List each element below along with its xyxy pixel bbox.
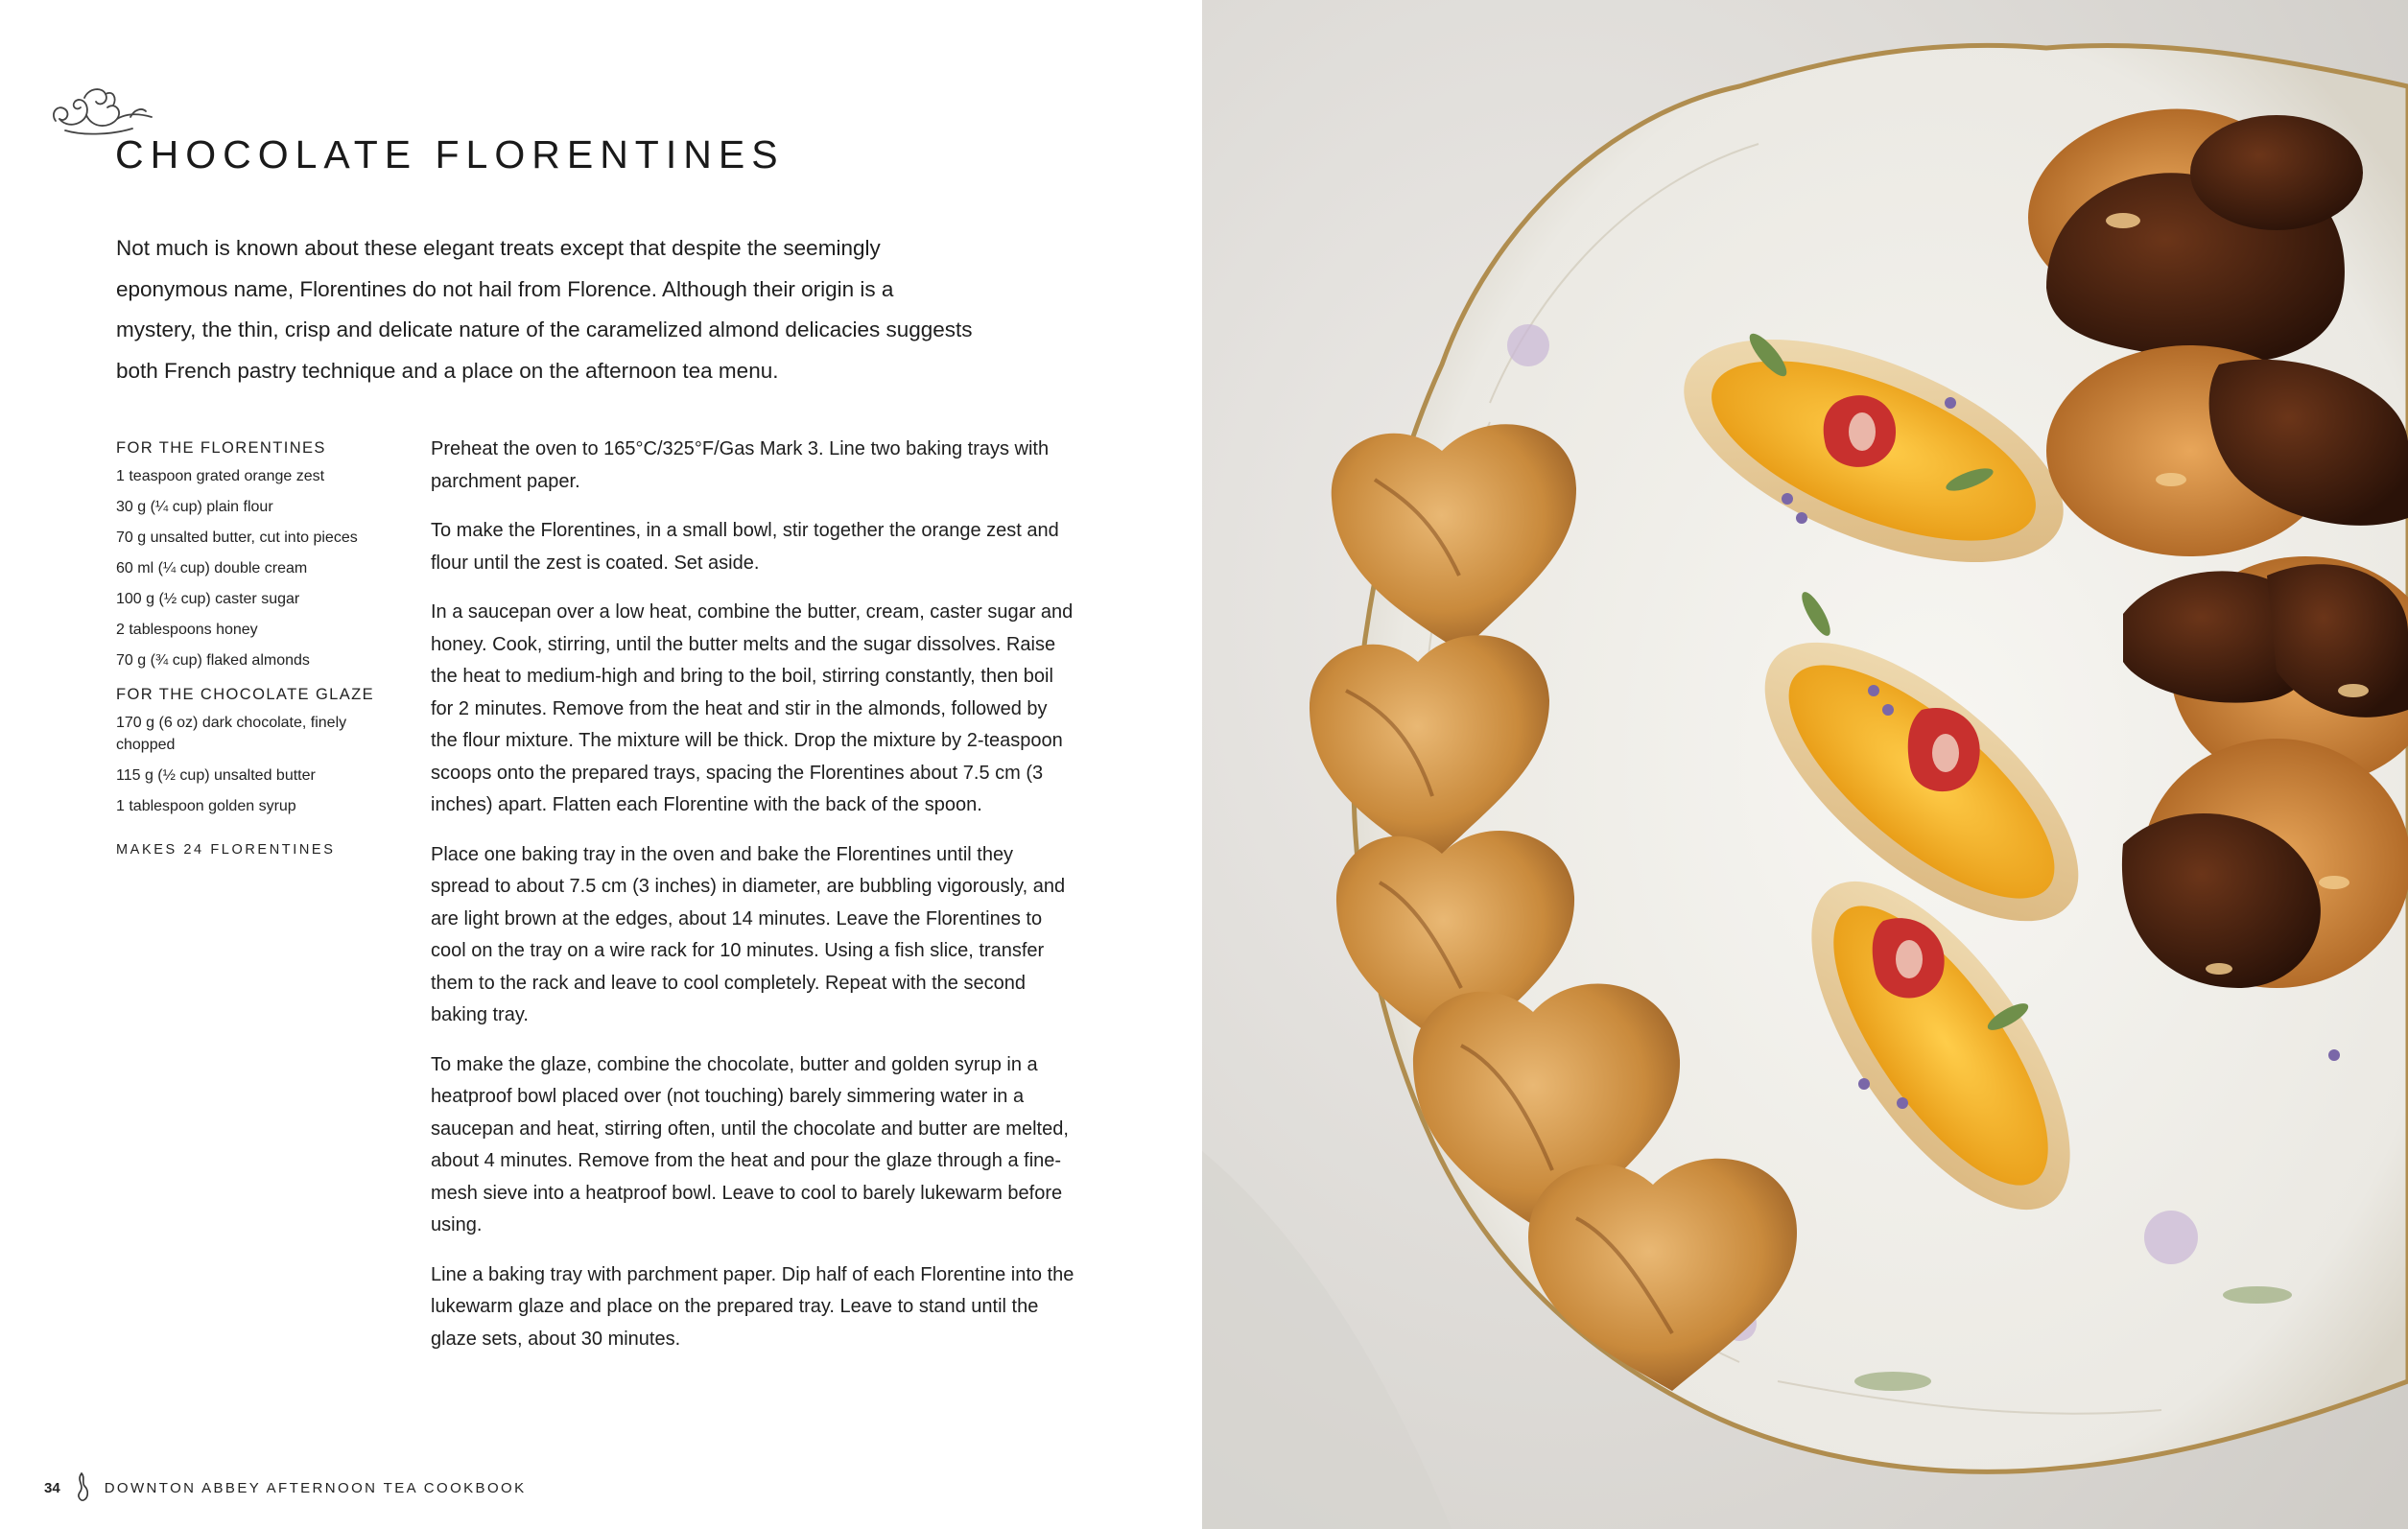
food-photo xyxy=(1202,0,2408,1529)
method-step: Place one baking tray in the oven and bake the Florentines until they spread to about 7.5 cm (3 inches) in diameter, are bubbling vigorously, and are light brown at the edges, about 14 minutes. Leave the Florentines to cool on the tray on a wire rack for 10 minutes. Using a fish slice, transfer them to the rack and leave to cool completely. Repeat with the second baking tray. xyxy=(431,843,1066,1025)
method-step: Preheat the oven to 165°C/325°F/Gas Mark 3. Line two baking trays with parchment paper. xyxy=(431,438,1050,492)
ingredient-item: 115 g (½ cup) unsalted butter xyxy=(116,767,316,784)
method-step: Line a baking tray with parchment paper. Dip half of each Florentine into the lukewarm glaze and place on the prepared tray. Leave to stand until the glaze sets, about 30 minutes. xyxy=(431,1263,1074,1350)
left-page xyxy=(0,0,1202,1529)
running-head: DOWNTON ABBEY AFTERNOON TEA COOKBOOK xyxy=(104,1479,527,1496)
ingredient-item: 60 ml (¼ cup) double cream xyxy=(116,560,308,576)
ingredient-item: 70 g (¾ cup) flaked almonds xyxy=(116,652,310,669)
method-step: To make the glaze, combine the chocolate, butter and golden syrup in a heatproof bowl placed over (not touching) barely simmering water in a saucepan and heat, stirring often, until the chocolate and butter are melted, about 4 minutes. Remove from the heat and pour the glaze through a fine-mesh sieve into a heatproof bowl. Leave to cool to barely lukewarm before using. xyxy=(431,1053,1069,1235)
florentines-heading: FOR THE FLORENTINES xyxy=(116,439,326,457)
page-number: 34 xyxy=(44,1479,60,1496)
ingredient-item: 30 g (¼ cup) plain flour xyxy=(116,499,273,515)
method-column xyxy=(431,434,1075,1373)
ingredient-item: 2 tablespoons honey xyxy=(116,622,258,638)
ingredient-item: 1 teaspoon grated orange zest xyxy=(116,468,325,484)
glaze-ingredient-list xyxy=(116,712,375,817)
method-step: To make the Florentines, in a small bowl, stir together the orange zest and flour until the zest is coated. Set aside. xyxy=(431,520,1059,574)
ingredient-item: 70 g unsalted butter, cut into pieces xyxy=(116,529,358,546)
page-title: CHOCOLATE FLORENTINES xyxy=(115,132,785,176)
ingredient-item: 170 g (6 oz) dark chocolate, finely chopped xyxy=(116,715,347,753)
ingredients-column xyxy=(116,437,375,858)
recipe-intro: Not much is known about these elegant treats except that despite the seemingly eponymous name, Florentines do not hail from Florence. Although their origin is a mystery, the thin, crisp and delicate nature of the caramelized almond delicacies suggests both French pastry technique and a place on the afternoon tea menu. xyxy=(116,236,973,383)
method-step: In a saucepan over a low heat, combine the butter, cream, caster sugar and honey. Cook, stirring, until the butter melts and the sugar dissolves. Raise the heat to medium-high and bring to the boil, stirring constantly, then boil for 2 minutes. Remove from the heat and stir in the almonds, followed by the flour mixture. The mixture will be thick. Drop the mixture by 2-teaspoon scoops onto the prepared trays, spacing the Florentines about 7.5 cm (3 inches) apart. Flatten each Florentine with the back of the spoon. xyxy=(431,601,1074,815)
recipe-yield: MAKES 24 FLORENTINES xyxy=(116,842,336,858)
florentines-ingredient-list xyxy=(116,465,375,671)
ingredient-item: 100 g (½ cup) caster sugar xyxy=(116,591,300,607)
ingredient-item: 1 tablespoon golden syrup xyxy=(116,798,296,814)
glaze-heading: FOR THE CHOCOLATE GLAZE xyxy=(116,686,375,703)
flame-ornament-icon xyxy=(72,1471,91,1504)
right-page xyxy=(1202,0,2408,1529)
page-footer xyxy=(44,1471,527,1504)
